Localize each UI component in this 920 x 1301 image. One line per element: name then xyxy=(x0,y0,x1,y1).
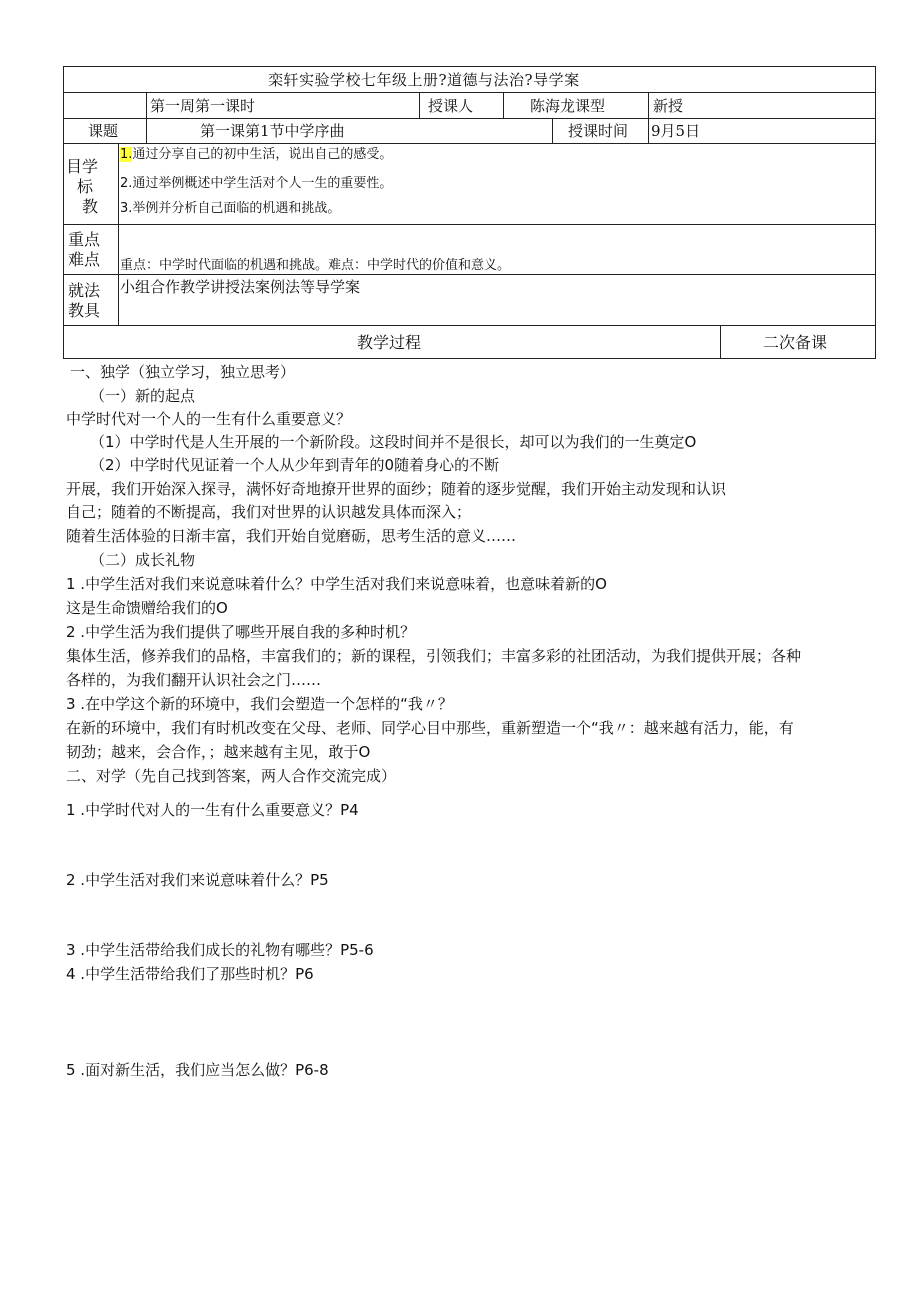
teacher-name-type-label: 陈海龙课型 xyxy=(530,97,606,115)
objectives-label-line: 标 xyxy=(77,177,94,196)
body-text: 自己；随着的不断提高，我们对世界的认识越发具体而深入； xyxy=(66,503,472,521)
table-col-divider xyxy=(503,92,504,118)
document-title: 栾轩实验学校七年级上册?道德与法治?导学案 xyxy=(268,71,580,89)
keypoints-text: 重点：中学时代面临的机遇和挑战。难点：中学时代的价值和意义。 xyxy=(120,258,511,273)
table-col-divider xyxy=(720,325,721,359)
table-rule xyxy=(63,92,876,93)
table-col-divider xyxy=(146,92,147,144)
section-heading: 一、独学（独立学习，独立思考） xyxy=(70,363,296,381)
body-text: （2）中学时代见证着一个人从少年到青年的0随着身心的不断 xyxy=(90,456,500,474)
objective-item xyxy=(120,146,392,164)
lesson-type-value: 新授 xyxy=(653,97,684,115)
table-col-divider xyxy=(419,92,420,118)
methods-label-line: 教具 xyxy=(68,301,101,320)
table-border-top xyxy=(63,66,876,67)
body-text: 随着生活体验的日渐丰富，我们开始自觉磨砺，思考生活的意义…… xyxy=(66,527,517,545)
time-value: 9月5日 xyxy=(651,122,701,140)
process-header: 教学过程 xyxy=(357,333,422,352)
time-label: 授课时间 xyxy=(568,122,629,140)
question-item: 5 .面对新生活，我们应当怎么做？P6-8 xyxy=(66,1061,329,1079)
keypoints-label-line: 难点 xyxy=(68,250,101,269)
objectives-label-line: 教 xyxy=(82,197,99,216)
objective-item xyxy=(120,175,392,193)
table-rule xyxy=(63,325,876,326)
second-prep-header: 二次备课 xyxy=(763,333,828,352)
subsection-heading: （一）新的起点 xyxy=(90,387,196,405)
topic-label: 课题 xyxy=(88,122,119,140)
body-text: 集体生活，修养我们的品格，丰富我们的；新的课程，引领我们；丰富多彩的社团活动，为我们提供开展；各种 xyxy=(66,647,802,665)
question-item: 4 .中学生活带给我们了那些时机？P6 xyxy=(66,965,314,983)
topic-value: 第一课第1节中学序曲 xyxy=(200,122,345,140)
table-border-left xyxy=(63,66,64,359)
body-text: 各样的，为我们翻开认识社会之门…… xyxy=(66,671,322,689)
objectives-label-line: 目学 xyxy=(66,157,99,176)
week-lesson: 第一周第一课时 xyxy=(150,97,256,115)
table-col-divider xyxy=(118,143,119,325)
body-text: 这是生命馈赠给我们的O xyxy=(66,599,228,617)
methods-label-line: 就法 xyxy=(68,281,101,300)
objective-text: 通过分享自己的初中生活，说出自己的感受。 xyxy=(132,147,393,162)
body-text: 韧劲；越来，会合作，；越来越有主见，敢于O xyxy=(66,743,371,761)
body-text: 中学时代对一个人的一生有什么重要意义？ xyxy=(66,410,352,428)
section-heading: 二、对学（先自己找到答案，两人合作交流完成） xyxy=(66,767,397,785)
body-text: 1 .中学生活对我们来说意味着什么？中学生活对我们来说意味着，也意味着新的O xyxy=(66,575,607,593)
body-text: 在新的环境中，我们有时机改变在父母、老师、同学心目中那些，重新塑造一个“我〃：越来越有活力，能，有 xyxy=(66,719,794,737)
body-text: 3 .在中学这个新的环境中，我们会塑造一个怎样的“我〃？ xyxy=(66,695,453,713)
objective-number: 2. xyxy=(120,176,133,191)
table-col-divider xyxy=(552,118,553,144)
teacher-label: 授课人 xyxy=(428,97,474,115)
table-rule xyxy=(63,118,876,119)
objective-number: 3. xyxy=(120,201,133,216)
question-item: 1 .中学时代对人的一生有什么重要意义？P4 xyxy=(66,801,359,819)
subsection-heading: （二）成长礼物 xyxy=(90,551,196,569)
keypoints-label-line: 重点 xyxy=(68,230,101,249)
body-text: 开展，我们开始深入探寻，满怀好奇地撩开世界的面纱；随着的逐步觉醒，我们开始主动发现和认识 xyxy=(66,480,727,498)
body-text: 2 .中学生活为我们提供了哪些开展自我的多种时机？ xyxy=(66,623,416,641)
table-border-bottom xyxy=(63,358,876,359)
question-item: 3 .中学生活带给我们成长的礼物有哪些？P5-6 xyxy=(66,941,374,959)
table-col-divider xyxy=(648,92,649,144)
objective-text: 举例并分析自己面临的机遇和挑战。 xyxy=(132,201,341,216)
objective-text: 通过举例概述中学生活对个人一生的重要性。 xyxy=(132,176,393,191)
methods-text: 小组合作教学讲授法案例法等导学案 xyxy=(120,278,361,296)
body-text: （1）中学时代是人生开展的一个新阶段。这段时间并不是很长，却可以为我们的一生奠定O xyxy=(90,433,697,451)
table-rule xyxy=(63,143,876,144)
table-rule xyxy=(63,224,876,225)
question-item: 2 .中学生活对我们来说意味着什么？P5 xyxy=(66,871,329,889)
objective-number: 1. xyxy=(120,147,133,162)
table-border-right xyxy=(875,66,876,359)
objective-item xyxy=(120,200,340,218)
